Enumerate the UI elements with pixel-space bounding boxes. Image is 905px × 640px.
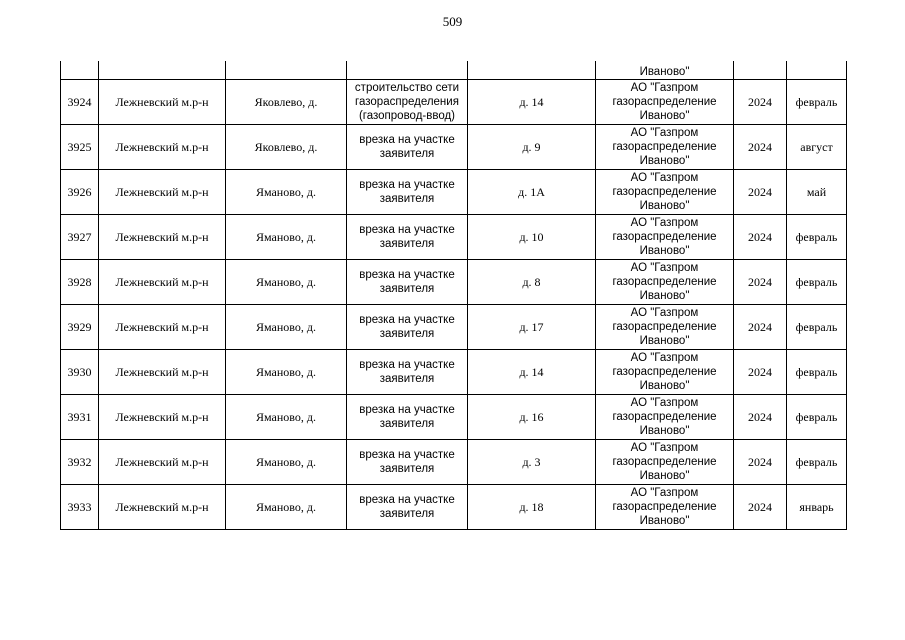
- cell-org-line: Иваново": [639, 245, 690, 257]
- cell-org-line: газораспределение: [612, 456, 717, 468]
- cell-work: [347, 350, 468, 395]
- cell-org-line: АО "Газпром: [630, 442, 699, 454]
- cell-num: 3929: [61, 305, 99, 350]
- cell-year: 2024: [734, 440, 787, 485]
- cell-work: [347, 260, 468, 305]
- cell-org: [596, 350, 734, 395]
- cell-year: 2024: [734, 260, 787, 305]
- cell-org-line: Иваново": [639, 335, 690, 347]
- cell-org-line: газораспределение: [612, 276, 717, 288]
- cell-district: Лежневский м.р-н: [99, 170, 226, 215]
- cell-org-line: Иваново": [639, 200, 690, 212]
- cell-district: Лежневский м.р-н: [99, 125, 226, 170]
- cell-work: [347, 61, 468, 80]
- cell-org-line: АО "Газпром: [630, 352, 699, 364]
- cell-org: [596, 440, 734, 485]
- cell-num: 3926: [61, 170, 99, 215]
- cell-num: 3932: [61, 440, 99, 485]
- cell-num: 3927: [61, 215, 99, 260]
- cell-org: [596, 485, 734, 530]
- cell-org-line: газораспределение: [612, 96, 717, 108]
- cell-org-line: Иваново": [639, 425, 690, 437]
- cell-work-line: врезка на участке: [359, 134, 455, 146]
- cell-address: д. 9: [468, 125, 596, 170]
- cell-org-line: АО "Газпром: [630, 172, 699, 184]
- cell-address: д. 1А: [468, 170, 596, 215]
- cell-org: [596, 260, 734, 305]
- cell-org-line: Иваново": [639, 380, 690, 392]
- table-body: [61, 61, 847, 530]
- cell-month: май: [787, 170, 847, 215]
- cell-org: [596, 305, 734, 350]
- cell-locality: Яманово, д.: [226, 395, 347, 440]
- cell-district: Лежневский м.р-н: [99, 260, 226, 305]
- cell-work-line: заявителя: [379, 418, 435, 430]
- cell-work-line: газораспределения: [355, 96, 459, 108]
- cell-num: [61, 61, 99, 80]
- cell-address: д. 18: [468, 485, 596, 530]
- cell-org-line: Иваново": [639, 155, 690, 167]
- cell-address: д. 16: [468, 395, 596, 440]
- cell-work: [347, 485, 468, 530]
- cell-work: [347, 215, 468, 260]
- cell-num: 3925: [61, 125, 99, 170]
- cell-org: [596, 80, 734, 125]
- cell-org-line: АО "Газпром: [630, 487, 699, 499]
- cell-work-line: врезка на участке: [359, 404, 455, 416]
- table-row: [61, 395, 847, 440]
- cell-work: [347, 305, 468, 350]
- continuation-row: [61, 61, 847, 80]
- cell-locality: Ямановo, д.: [226, 170, 347, 215]
- cell-org-line: АО "Газпром: [630, 82, 699, 94]
- cell-month: февраль: [787, 305, 847, 350]
- cell-address: д. 14: [468, 80, 596, 125]
- cell-org-line: газораспределение: [612, 501, 717, 513]
- cell-org-line: газораспределение: [612, 321, 717, 333]
- cell-locality: Яманово, д.: [226, 260, 347, 305]
- cell-address: д. 10: [468, 215, 596, 260]
- page-number: 509: [442, 14, 463, 29]
- cell-work-line: заявителя: [379, 373, 435, 385]
- cell-locality: Яманово, д.: [226, 440, 347, 485]
- cell-org-line: газораспределение: [612, 231, 717, 243]
- cell-work: [347, 440, 468, 485]
- table-row: [61, 170, 847, 215]
- cell-work-line: заявителя: [379, 148, 435, 160]
- cell-year: 2024: [734, 485, 787, 530]
- cell-num: 3931: [61, 395, 99, 440]
- table-row: [61, 125, 847, 170]
- cell-work-line: заявителя: [379, 193, 435, 205]
- cell-org-line: Иваново": [639, 470, 690, 482]
- table-row: [61, 260, 847, 305]
- cell-year: [734, 61, 787, 80]
- cell-month: февраль: [787, 260, 847, 305]
- cell-work: [347, 170, 468, 215]
- cell-work-line: врезка на участке: [359, 359, 455, 371]
- cell-work-line: врезка на участке: [359, 179, 455, 191]
- cell-org-line: АО "Газпром: [630, 397, 699, 409]
- cell-locality: Яманово, д.: [226, 485, 347, 530]
- cell-work: [347, 125, 468, 170]
- cell-work-line: заявителя: [379, 463, 435, 475]
- cell-num: 3930: [61, 350, 99, 395]
- cell-org-line: Иваново": [639, 290, 690, 302]
- cell-year: 2024: [734, 395, 787, 440]
- table-row: [61, 350, 847, 395]
- cell-num: 3933: [61, 485, 99, 530]
- cell-district: Лежневский м.р-н: [99, 485, 226, 530]
- cell-month: февраль: [787, 215, 847, 260]
- cell-month: [787, 61, 847, 80]
- cell-num: 3924: [61, 80, 99, 125]
- cell-org-line: Иваново": [639, 515, 690, 527]
- cell-org: [596, 395, 734, 440]
- table-row: [61, 485, 847, 530]
- cell-address: д. 17: [468, 305, 596, 350]
- table-row: [61, 440, 847, 485]
- cell-month: февраль: [787, 395, 847, 440]
- cell-num: 3928: [61, 260, 99, 305]
- cell-work-line: врезка на участке: [359, 224, 455, 236]
- cell-org-line: АО "Газпром: [630, 262, 699, 274]
- cell-district: Лежневский м.р-н: [99, 440, 226, 485]
- cell-org: Иваново": [596, 61, 734, 80]
- cell-district: Лежневский м.р-н: [99, 80, 226, 125]
- cell-year: 2024: [734, 305, 787, 350]
- cell-district: [99, 61, 226, 80]
- cell-org: [596, 125, 734, 170]
- cell-year: 2024: [734, 125, 787, 170]
- cell-work-line: (газопровод-ввод): [358, 110, 456, 122]
- cell-work-line: заявителя: [379, 283, 435, 295]
- cell-month: февраль: [787, 350, 847, 395]
- cell-year: 2024: [734, 170, 787, 215]
- cell-locality: Яманово, д.: [226, 305, 347, 350]
- cell-work-line: врезка на участке: [359, 494, 455, 506]
- table-row: [61, 305, 847, 350]
- cell-district: Лежневский м.р-н: [99, 395, 226, 440]
- cell-year: 2024: [734, 215, 787, 260]
- cell-work-line: врезка на участке: [359, 269, 455, 281]
- gas-connection-table: [60, 61, 847, 530]
- cell-work-line: врезка на участке: [359, 314, 455, 326]
- cell-locality: Яковлево, д.: [226, 80, 347, 125]
- cell-month: февраль: [787, 80, 847, 125]
- cell-org-line: АО "Газпром: [630, 307, 699, 319]
- cell-work: [347, 80, 468, 125]
- table-row: [61, 80, 847, 125]
- cell-address: д. 3: [468, 440, 596, 485]
- cell-month: февраль: [787, 440, 847, 485]
- cell-org: [596, 215, 734, 260]
- cell-org-line: АО "Газпром: [630, 127, 699, 139]
- cell-address: д. 8: [468, 260, 596, 305]
- cell-work-line: заявителя: [379, 328, 435, 340]
- cell-locality: [226, 61, 347, 80]
- cell-address: [468, 61, 596, 80]
- cell-org-line: газораспределение: [612, 366, 717, 378]
- cell-locality: Яманово, д.: [226, 215, 347, 260]
- cell-year: 2024: [734, 350, 787, 395]
- cell-work-line: строительство сети: [354, 82, 460, 94]
- table-row: [61, 215, 847, 260]
- cell-year: 2024: [734, 80, 787, 125]
- cell-org-line: АО "Газпром: [630, 217, 699, 229]
- cell-org-line: Иваново": [639, 110, 690, 122]
- cell-locality: Яковлево, д.: [226, 125, 347, 170]
- cell-work-line: заявителя: [379, 238, 435, 250]
- cell-work: [347, 395, 468, 440]
- cell-work-line: врезка на участке: [359, 449, 455, 461]
- cell-org-line: газораспределение: [612, 141, 717, 153]
- cell-org-line: газораспределение: [612, 411, 717, 423]
- cell-month: август: [787, 125, 847, 170]
- cell-district: Лежневский м.р-н: [99, 350, 226, 395]
- cell-org: [596, 170, 734, 215]
- cell-locality: Яманово, д.: [226, 350, 347, 395]
- cell-work-line: заявителя: [379, 508, 435, 520]
- cell-month: январь: [787, 485, 847, 530]
- cell-org-line: газораспределение: [612, 186, 717, 198]
- cell-district: Лежневский м.р-н: [99, 305, 226, 350]
- cell-address: д. 14: [468, 350, 596, 395]
- cell-district: Лежневский м.р-н: [99, 215, 226, 260]
